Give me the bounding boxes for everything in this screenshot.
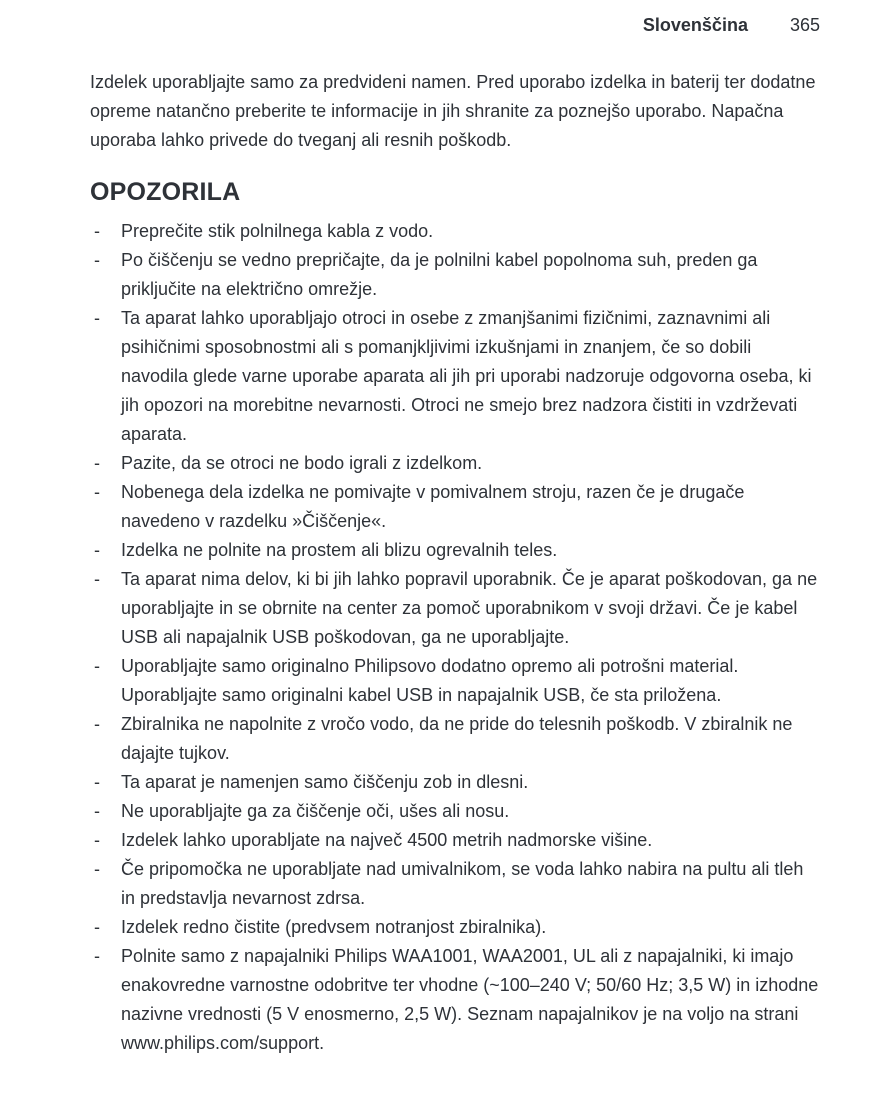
list-item <box>90 217 820 246</box>
dash-marker: - <box>94 221 100 241</box>
list-item <box>90 855 820 913</box>
dash-marker: - <box>94 917 100 937</box>
list-item <box>90 826 820 855</box>
dash-marker: - <box>94 714 100 734</box>
list-item-text: Uporabljajte samo originalno Philipsovo dodatno opremo ali potrošni material. Uporabljajte samo originalni kabel USB in napajalnik USB, če sta priložena. <box>121 656 739 705</box>
list-item <box>90 536 820 565</box>
list-item <box>90 942 820 1058</box>
list-item <box>90 478 820 536</box>
dash-marker: - <box>94 830 100 850</box>
list-item-text: Izdelek lahko uporabljate na največ 4500 metrih nadmorske višine. <box>121 830 653 850</box>
list-item-text: Če pripomočka ne uporabljate nad umivalnikom, se voda lahko nabira na pultu ali tleh in predstavlja nevarnost zdrsa. <box>121 859 804 908</box>
dash-marker: - <box>94 569 100 589</box>
list-item-text: Preprečite stik polnilnega kabla z vodo. <box>121 221 434 241</box>
list-item-text: Pazite, da se otroci ne bodo igrali z izdelkom. <box>121 453 483 473</box>
dash-marker: - <box>94 250 100 270</box>
dash-marker: - <box>94 801 100 821</box>
page-header <box>90 14 820 36</box>
list-item-text: Ta aparat je namenjen samo čiščenju zob in dlesni. <box>121 772 529 792</box>
list-item-text: Ne uporabljajte ga za čiščenje oči, ušes ali nosu. <box>121 801 510 821</box>
list-item-text: Ta aparat lahko uporabljajo otroci in osebe z zmanjšanimi fizičnimi, zaznavnimi ali psihičnimi sposobnostmi ali s pomanjkljivimi izkušnjami in znanjem, če so dobili navodila glede varne uporabe aparata ali jih pri uporabi nadzoruje odgovorna oseba, ki jih opozori na morebitne nevarnosti. Otroci ne smejo brez nadzora čistiti in vzdrževati aparata. <box>121 308 812 444</box>
warning-list <box>90 217 820 1058</box>
list-item <box>90 449 820 478</box>
page-number: 365 <box>789 15 820 35</box>
list-item-text: Izdelka ne polnite na prostem ali blizu ogrevalnih teles. <box>121 540 558 560</box>
list-item <box>90 913 820 942</box>
dash-marker: - <box>94 308 100 328</box>
dash-marker: - <box>94 656 100 676</box>
list-item <box>90 768 820 797</box>
list-item-text: Polnite samo z napajalniki Philips WAA1001, WAA2001, UL ali z napajalniki, ki imajo enakovredne varnostne odobritve ter vhodne (~100–240 V; 50/60 Hz; 3,5 W) in izhodne nazivne vrednosti (5 V enosmerno, 2,5 W). Seznam napajalnikov je na voljo na strani www.philips.com/support. <box>121 946 819 1053</box>
list-item-text: Po čiščenju se vedno prepričajte, da je polnilni kabel popolnoma suh, preden ga priključite na električno omrežje. <box>121 250 758 299</box>
list-item-text: Nobenega dela izdelka ne pomivajte v pomivalnem stroju, razen če je drugače navedeno v razdelku »Čiščenje«. <box>121 482 745 531</box>
list-item <box>90 710 820 768</box>
list-item <box>90 652 820 710</box>
list-item <box>90 304 820 449</box>
list-item-text: Zbiralnika ne napolnite z vročo vodo, da ne pride do telesnih poškodb. V zbiralnik ne dajajte tujkov. <box>121 714 793 763</box>
list-item-text: Izdelek redno čistite (predvsem notranjost zbiralnika). <box>121 917 547 937</box>
dash-marker: - <box>94 540 100 560</box>
list-item-text: Ta aparat nima delov, ki bi jih lahko popravil uporabnik. Če je aparat poškodovan, ga ne uporabljajte in se obrnite na center za pomoč uporabnikom v svoji državi. Če je kabel USB ali napajalnik USB poškodovan, ga ne uporabljajte. <box>121 569 818 647</box>
section-title: OPOZORILA <box>90 178 241 206</box>
dash-marker: - <box>94 453 100 473</box>
dash-marker: - <box>94 482 100 502</box>
intro-paragraph: Izdelek uporabljajte samo za predvideni namen. Pred uporabo izdelka in baterij ter dodatne opreme natančno preberite te informacije in jih shranite za poznejšo uporabo. Napačna uporaba lahko privede do tveganj ali resnih poškodb. <box>90 72 816 150</box>
list-item <box>90 565 820 652</box>
list-item <box>90 246 820 304</box>
dash-marker: - <box>94 859 100 879</box>
language-label: Slovenščina <box>642 15 748 35</box>
list-item <box>90 797 820 826</box>
dash-marker: - <box>94 772 100 792</box>
dash-marker: - <box>94 946 100 966</box>
